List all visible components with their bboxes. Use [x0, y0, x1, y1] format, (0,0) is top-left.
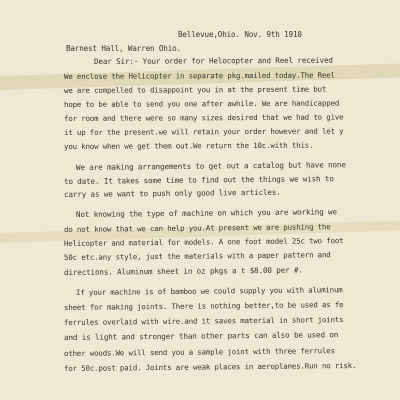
body-line: and is light and stronger than other parts can also be used on — [63, 330, 339, 342]
body-line: Not knowing the type of machine on which you are working we — [75, 207, 337, 219]
recipient-address: Barnest Hall, Warren Ohio. — [66, 44, 181, 53]
body-line: ferrules overlaid with wire.and it saves material in short joints — [63, 315, 344, 327]
body-line: it up for the present.we will retain your order however and let y — [63, 126, 344, 137]
body-line: other woods.We will send you a sample joint with three ferrules — [63, 346, 335, 358]
body-line: do not know that we can help you.At present we are pushing the — [63, 222, 331, 234]
body-line: carry as we want to push only good live articles. — [63, 187, 281, 199]
body-line: for room and there were so many sizes desired that we had to give — [63, 112, 344, 123]
body-line: If your machine is of bamboo we could supply you with aluminum — [75, 285, 343, 297]
body-line: sheet for making joints. There is nothing better,to be used as fe — [63, 300, 344, 312]
body-line: to date. It takes some time to find out the things we wish to — [63, 174, 334, 186]
body-line: We enclose the Helicopter in separate pkg.mailed today.The Reel — [63, 70, 335, 81]
body-line: directions. Aluminum sheet in oz pkgs a t $8.00 per #. — [63, 265, 303, 277]
body-line: for 50c.post paid. Joints are weak places in aeroplanes.Run no risk. — [63, 360, 357, 373]
body-line: 50c etc.any style, just the materials with a paper pattern and — [63, 250, 331, 262]
body-line: We are making arrangements to get out a catalog but have none — [75, 160, 346, 172]
body-line: Helicopter and material for models. A one foot model 25c two foot — [63, 236, 344, 248]
body-line: you know when we get them out.We return the 10c.with this. — [63, 140, 314, 151]
body-line: hope to be able to send you one after awhile. We are handicapped — [63, 98, 340, 109]
body-line: Dear Sir:- Your order for Helocopter and Reel received — [93, 55, 333, 66]
dateline: Bellevue,Ohio. Nov. 9th 1910 — [178, 30, 302, 39]
body-line: we are compelled to disappoint you in at the present time but — [63, 84, 327, 95]
